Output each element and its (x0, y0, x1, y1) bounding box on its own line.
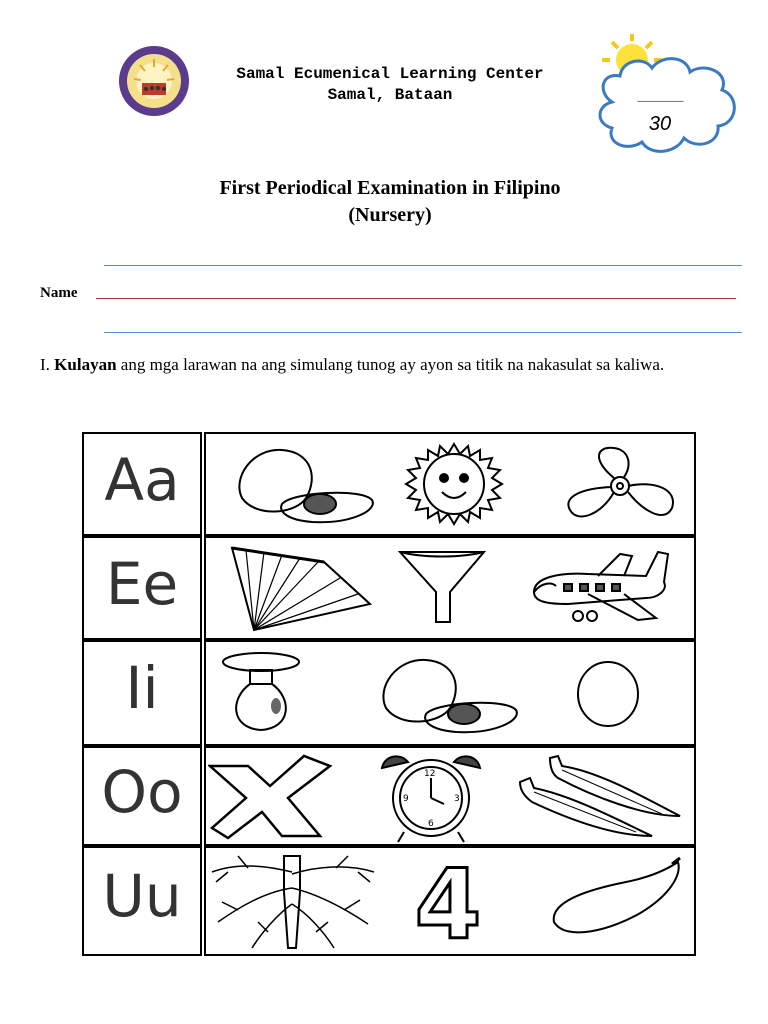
instruction-text: ang mga larawan na ang simulang tunog ay ayon sa titik na nakasulat sa kaliwa. (120, 355, 665, 374)
exam-title-block (0, 175, 768, 229)
picture-cell (204, 432, 696, 536)
score-total: 30 (648, 113, 672, 135)
letter-cell (82, 846, 202, 956)
picture-cell (204, 746, 696, 846)
instructions (40, 352, 740, 378)
name-write-line[interactable] (96, 298, 736, 299)
name-label: Name (40, 285, 78, 301)
avocado-icon[interactable] (222, 438, 382, 530)
worksheet-row-a (82, 432, 698, 536)
electric-fan-icon[interactable] (552, 440, 688, 530)
instruction-keyword: Kulayan (54, 355, 117, 374)
clock-number-12: 12 (424, 769, 436, 779)
worksheet-row-i (82, 640, 698, 746)
exam-title: First Periodical Examination in Filipino (219, 177, 561, 199)
cucumber-icon[interactable] (546, 856, 686, 946)
clock-number-3: 3 (454, 794, 460, 804)
letter-e: Ee (105, 550, 179, 618)
funnel-icon[interactable] (394, 544, 490, 634)
egg-icon[interactable] (568, 654, 648, 734)
school-logo (118, 45, 190, 117)
letter-a: Aa (104, 446, 180, 514)
number-four-icon[interactable] (398, 856, 498, 950)
worksheet-row-e (82, 536, 698, 640)
picture-cell (204, 846, 696, 956)
score-blank-line: ----------------------- (637, 96, 683, 106)
letter-u: Uu (102, 862, 182, 930)
x-mark-icon[interactable] (208, 752, 334, 842)
letter-i: Ii (125, 654, 159, 722)
light-bulb-icon[interactable] (216, 648, 306, 738)
exam-level: (Nursery) (348, 204, 432, 226)
sun-icon[interactable] (384, 436, 524, 534)
name-top-line (104, 265, 742, 266)
avocado-icon[interactable] (366, 648, 526, 740)
letter-cell (82, 640, 202, 746)
school-name: Samal Ecumenical Learning Center (236, 65, 544, 83)
number-four-text: 4 (414, 856, 482, 950)
clock-number-9: 9 (403, 794, 409, 804)
picture-cell (204, 640, 696, 746)
alarm-clock-icon[interactable] (368, 748, 494, 844)
instruction-number: I. (40, 355, 50, 374)
letter-cell (82, 746, 202, 846)
worksheet-grid (82, 432, 698, 956)
school-header (200, 64, 580, 106)
letter-cell (82, 536, 202, 640)
name-bottom-line (104, 332, 742, 333)
roots-icon[interactable] (208, 852, 376, 952)
clock-number-6: 6 (428, 819, 434, 829)
hand-fan-icon[interactable] (224, 542, 374, 636)
worksheet-row-o (82, 746, 698, 846)
school-location: Samal, Bataan (327, 86, 453, 104)
picture-cell (204, 536, 696, 640)
worksheet-row-u (82, 846, 698, 956)
okra-icon[interactable] (512, 752, 684, 842)
airplane-icon[interactable] (528, 542, 678, 636)
letter-o: Oo (101, 758, 183, 826)
letter-cell (82, 432, 202, 536)
